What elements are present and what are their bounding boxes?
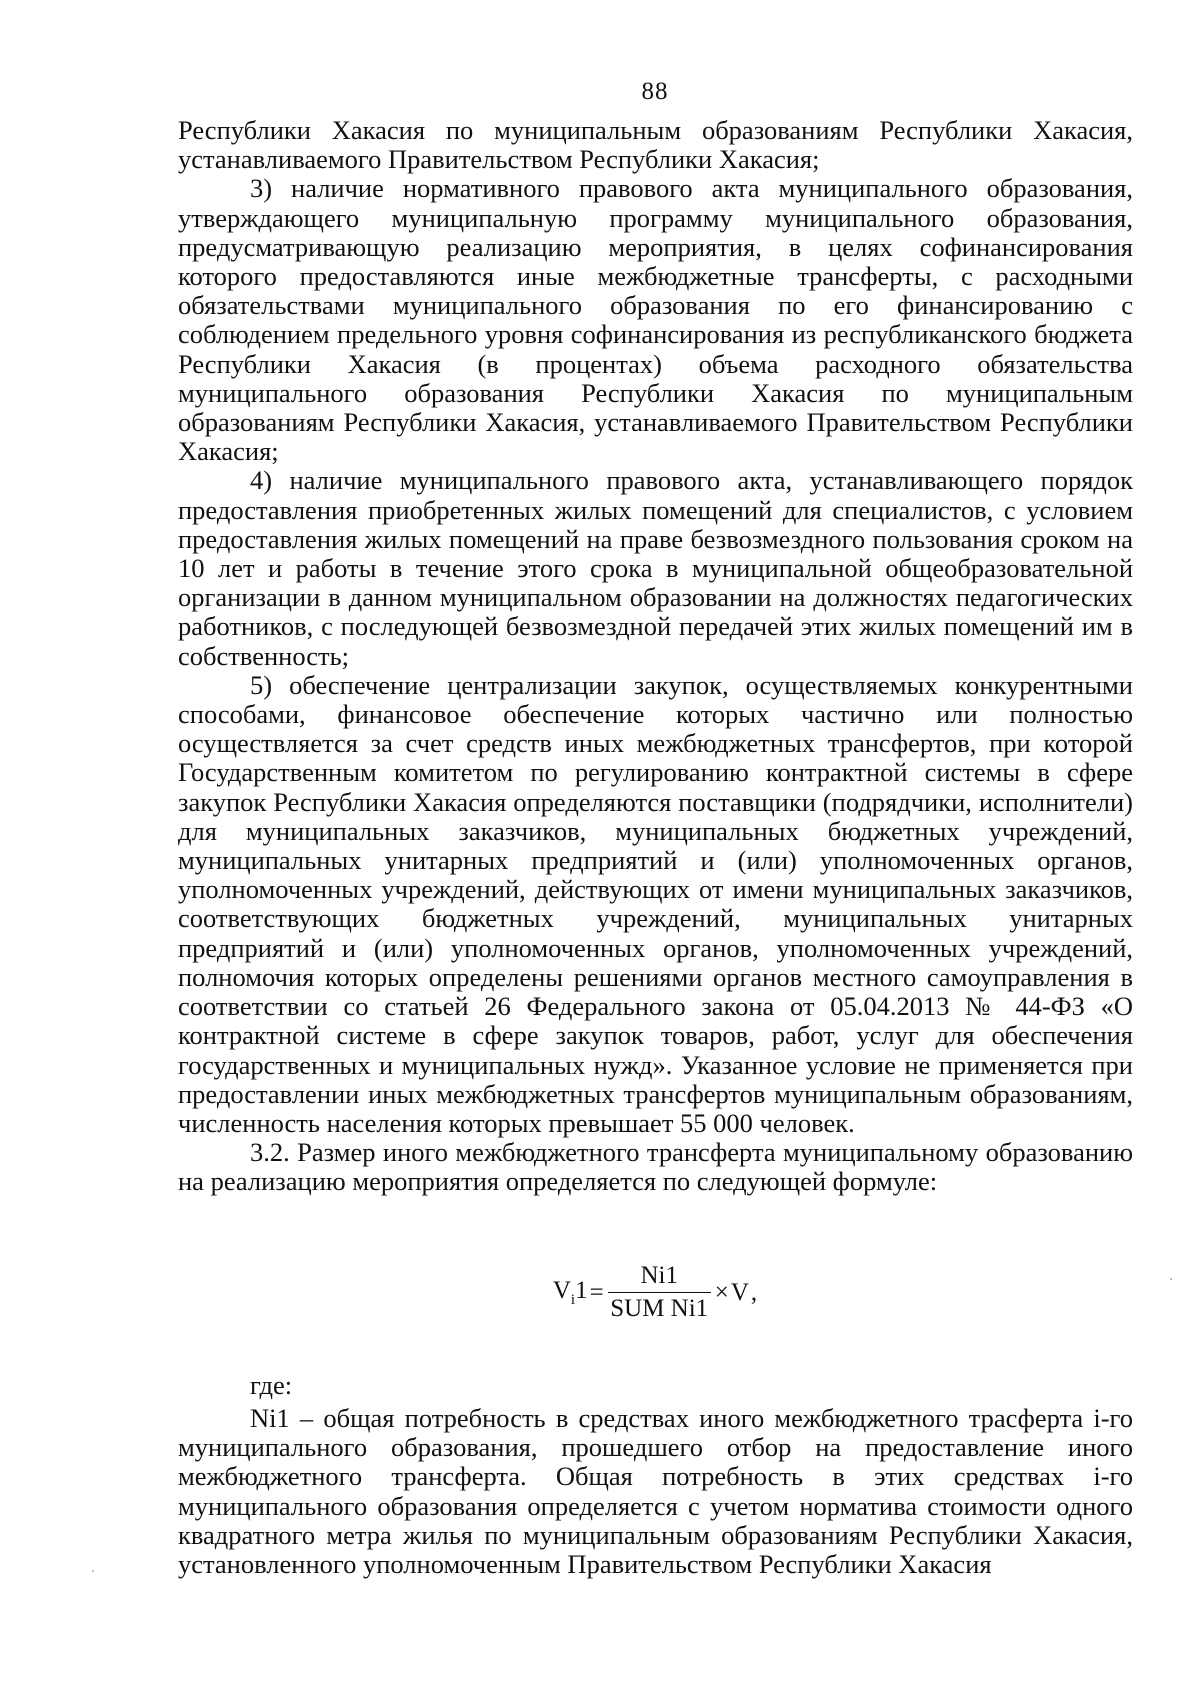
paragraph-item-5: 5) обеспечение централизации закупок, осуществляемых конкурентными способами, финансовое обеспечение которых частично или полностью осуществляется за счет средств иных межбюджетных трансфертов, при которой Государственным комитетом по регулированию контрактной системы в сфере закупок Республики Хакасия определяются поставщики (подрядчики, исполнители) для муниципальных заказчиков, муниципальных бюджетных учреждений, муниципальных унитарных предприятий и (или) уполномоченных органов, уполномоченных учреждений, действующих от имени муниципальных заказчиков, соответствующих бюджетных учреждений, муниципальных унитарных предприятий и (или) уполномоченных органов, уполномоченных учреждений, полномочия которых определены решениями органов местного самоуправления в соответствии со статьей 26 Федерального закона от 05.04.2013 № 44-ФЗ «О контрактной системе в сфере закупок товаров, работ, услуг для обеспечения государственных и муниципальных нужд». Указанное условие не применяется при предоставлении иных межбюджетных трансфертов муниципальным образованиям, численность населения которых превышает 55 000 человек. — [178, 669, 1133, 1138]
formula-equals: = — [589, 1278, 604, 1306]
where-label: где: — [250, 1370, 293, 1400]
formula-lhs-var: V — [552, 1276, 571, 1304]
formula-fraction — [608, 1262, 711, 1323]
paragraph-item-4: 4) наличие муниципального правового акта, устанавливающего порядок предоставления приобретенных жилых помещений для специалистов, с условием предоставления жилых помещений на праве безвозмездного пользования сроком на 10 лет и работы в течение этого срока в муниципальной общеобразовательной организации в данном муниципальном образовании на должностях педагогических работников, с последующей безвозмездной передачей этих жилых помещений им в собственность; — [178, 465, 1133, 671]
page-number: 88 — [641, 78, 669, 105]
formula-lhs — [553, 1277, 588, 1309]
definition-block — [178, 1404, 1133, 1579]
formula-times: × — [714, 1278, 729, 1306]
scan-speck — [1170, 1278, 1172, 1280]
formula-lhs-suffix: 1 — [575, 1276, 588, 1304]
formula-lhs-subscript: i — [570, 1291, 576, 1308]
paragraph-item-3: 3) наличие нормативного правового акта муниципального образования, утверждающего муниципальную программу муниципального образования, предусматривающую реализацию мероприятия, в целях софинансирования которого предоставляются иные межбюджетные трансферты, с расходными обязательствами муниципального образования по его финансированию с соблюдением предельного уровня софинансирования из республиканского бюджета Республики Хакасия (в процентах) объема расходного обязательства муниципального образования Республики Хакасия по муниципальным образованиям Республики Хакасия, устанавливаемого Правительством Республики Хакасия; — [178, 173, 1133, 467]
formula-trailing-comma: , — [750, 1278, 758, 1306]
formula-rhs-var: V — [730, 1278, 749, 1306]
paragraph-3-2: 3.2. Размер иного межбюджетного трансферта муниципальному образованию на реализацию мероприятия определяется по следующей формуле: — [178, 1137, 1133, 1197]
formula-block — [0, 1262, 1200, 1323]
paragraph-continuation: Республики Хакасия по муниципальным образованиям Республики Хакасия, устанавливаемого Правительством Республики Хакасия; — [178, 115, 1133, 175]
formula-numerator: Ni1 — [608, 1262, 711, 1293]
transfer-formula — [553, 1262, 757, 1323]
document-body — [178, 116, 1133, 1197]
definition-ni1: Ni1 – общая потребность в средствах иного межбюджетного трасферта i-го муниципального образования, прошедшего отбор на предоставление иного межбюджетного трансферта. Общая потребность в этих средствах i-го муниципального образования определяется с учетом норматива стоимости одного квадратного метра жилья по муниципальным образованиям Республики Хакасия, установленного уполномоченным Правительством Республики Хакасия — [178, 1403, 1133, 1580]
formula-denominator: SUM Ni1 — [610, 1295, 709, 1322]
scan-speck — [92, 1570, 94, 1572]
